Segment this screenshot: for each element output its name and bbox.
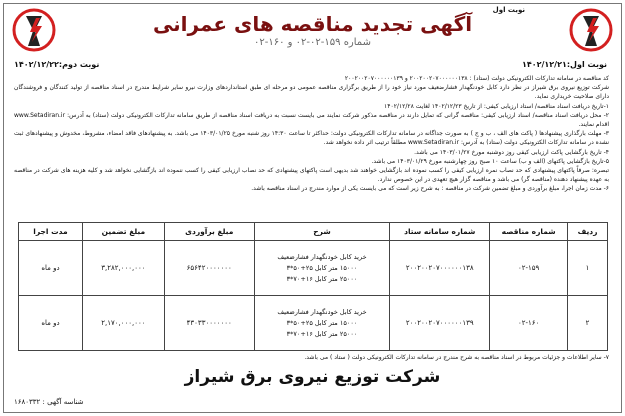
- table-row: [19, 296, 608, 351]
- description-line: ۲۵۰۰۰ متر کابل ۱۶+۷۰*۳: [286, 329, 358, 338]
- tender-number: ۰۲-۱۵۹: [490, 241, 568, 296]
- column-header: ردیف: [568, 223, 608, 241]
- row-number: ۲: [568, 296, 608, 351]
- page-title: آگهی تجدید مناقصه های عمرانی: [152, 12, 473, 36]
- clause-6: ۶- مدت زمان اجرا، مبلغ برآوردی و مبلغ تضمین شرکت در مناقصه : به شرح زیر است که می بایست یکی از موارد مندرج در اسناد مناقصه باشد.: [251, 185, 609, 193]
- column-header: مبلغ برآوردی: [164, 223, 254, 241]
- column-header: مبلغ تضمین: [82, 223, 164, 241]
- execution-duration: دو ماه: [19, 296, 83, 351]
- round-label: نوبت اول: [492, 6, 525, 14]
- column-header: شرح: [254, 223, 390, 241]
- tender-number: ۰۲-۱۶۰: [490, 296, 568, 351]
- tender-code: کد مناقصه در سامانه تدارکات الکترونیکی دولت (ستاد) : ۲۰۰۲۰۰۲۰۷۰۰۰۰۰۰۱۳۸ و ۲۰۰۲۰۰۲۰۷۰۰۰۰۰۰۱۳۹: [344, 75, 609, 82]
- estimated-amount: ۴۳۰۳۳۰۰۰۰۰۰۰: [164, 296, 254, 351]
- estimated-amount: ۶۵۶۴۲۰۰۰۰۰۰۰: [164, 241, 254, 296]
- clause-2: ۲- محل دریافت اسناد مناقصه/ اسناد ارزیابی کیفی: مناقصه گرانی که تمایل دارند در مناقصه مذکور شرکت نمایند می بایست نسبت به دریافت اسناد مناقصه از طریق سامانه تدارکات الکترونیکی دولت (ستاد) به آدرس: www.Setadiran.ir اقدام نمایند.: [14, 111, 609, 129]
- description-line: خرید کابل خودنگهدار فشارضعیف: [277, 252, 367, 261]
- tender-numbers: شماره ۱۵۹-۰۲-۰۲ و ۱۶۰-۰۲: [254, 37, 371, 48]
- description-line: خرید کابل خودنگهدار فشارضعیف: [277, 307, 367, 316]
- tender-announcement: [3, 3, 622, 413]
- table-row: [19, 241, 608, 296]
- clause-3: ۳- مهلت بارگذاری پیشنهادها ( پاکت های الف ، ب و ج ) به صورت جداگانه در سامانه تدارکات الکترونیکی دولت: حداکثر تا ساعت ۱۴:۳۰ روز شنبه مورخ ۱۴۰۳/۰۱/۲۵ می باشد. به پیشنهادهای فاقد امضاء، مشروط، مخدوش و پیشنهادهای ثبت نشده در سامانه تدارکات الکترونیکی دولت (ستاد) به آدرس: www.Setadiran.ir مطلقاً ترتیب اثر داده نخواهد شد.: [14, 130, 610, 147]
- footnote: ۷- سایر اطلاعات و جزئیات مربوط در اسناد مناقصه به شرح مندرج در سامانه تدارکات الکترونیکی دولت ( ستاد ) می باشد.: [304, 354, 609, 361]
- announcement-body: [14, 74, 609, 194]
- publication-dates: [14, 60, 607, 72]
- second-round-date: نوبت دوم:۱۴۰۲/۱۲/۲۲: [14, 60, 100, 69]
- first-round-date: نوبت اول:۱۴۰۲/۱۲/۲۱: [521, 60, 607, 69]
- column-header: مدت اجرا: [19, 223, 83, 241]
- description-line: ۱۵۰۰۰ متر کابل ۲۵+۵۰*۳: [286, 318, 358, 327]
- clause-5: ۵-تاریخ بازگشایی پاکتهای (الف و ب) ساعت ۱۰ صبح روز چهارشنبه مورخ ۱۴۰۳/۰۱/۲۹ می باشد.: [371, 157, 609, 165]
- intro-paragraph: شرکت توزیع نیروی برق شیراز در نظر دارد کابل خودنگهدار فشارضعیف مورد نیاز خود را از طریق برگزاری مناقصه عمومی دو مرحله ای طبق استانداردهای وزارت نیرو سایر شرایط مندرج در اسناد مناقصه از تولید کنندگان و فروشندگان دارای صلاحیت خریداری نماید.: [14, 84, 609, 101]
- clause-1: ۱-تاریخ دریافت اسناد مناقصه/ استاد ارزیابی کیفی: از تاریخ ۱۴۰۲/۱۲/۲۳ لغایت ۱۴۰۲/۱۲/۲۸: [384, 102, 609, 110]
- description: [254, 241, 390, 296]
- tender-table: [18, 222, 608, 351]
- execution-duration: دو ماه: [19, 241, 83, 296]
- guarantee-amount: ۲,۱۷۰,۰۰۰,۰۰۰: [82, 296, 164, 351]
- description: [254, 296, 390, 351]
- setad-number: ۲۰۰۲۰۰۲۰۷۰۰۰۰۰۰۱۳۸: [390, 241, 490, 296]
- company-name: شرکت توزیع نیروی برق شیراز: [184, 367, 441, 387]
- clause-4: ۴- تاریخ بارگشایی پاکت ارزیابی کیفی روز دوشنبه مورخ ۱۴۰۳/۰۱/۲۷ می باشد.: [414, 148, 609, 156]
- table-header-row: [19, 223, 608, 241]
- announcement-header: [4, 4, 621, 54]
- clause-note: تبصره: صرفاً پاکتهای پیشنهادی که حد نصاب نمره ارزیابی کیفی را کسب نموده اند بازگشایی خواهند شد بدیهی است پاکتهای پیشنهادی که حد نصاب ارزیابی کیفی را کسب ننموده اند بازگشایی نخواهد شد و کلیه هزینه های شرکت در مناقصه به عهده پیشنهاد دهنده (مناقصه گر) می باشد و مناقصه گزار هیچ تعهدی در این خصوص ندارد.: [14, 167, 609, 184]
- row-number: ۱: [568, 241, 608, 296]
- column-header: شماره سامانه ستاد: [390, 223, 490, 241]
- setad-number: ۲۰۰۲۰۰۲۰۷۰۰۰۰۰۰۱۳۹: [390, 296, 490, 351]
- guarantee-amount: ۳,۲۸۲,۰۰۰,۰۰۰: [82, 241, 164, 296]
- description-line: ۱۵۰۰۰ متر کابل ۲۵+۵۰*۳: [286, 263, 358, 272]
- column-header: شماره مناقصه: [490, 223, 568, 241]
- description-line: ۲۵۰۰۰ متر کابل ۱۶+۷۰*۳: [286, 274, 358, 283]
- ad-identifier: شناسه آگهی : ۱۶۸۰۳۳۲: [14, 398, 84, 406]
